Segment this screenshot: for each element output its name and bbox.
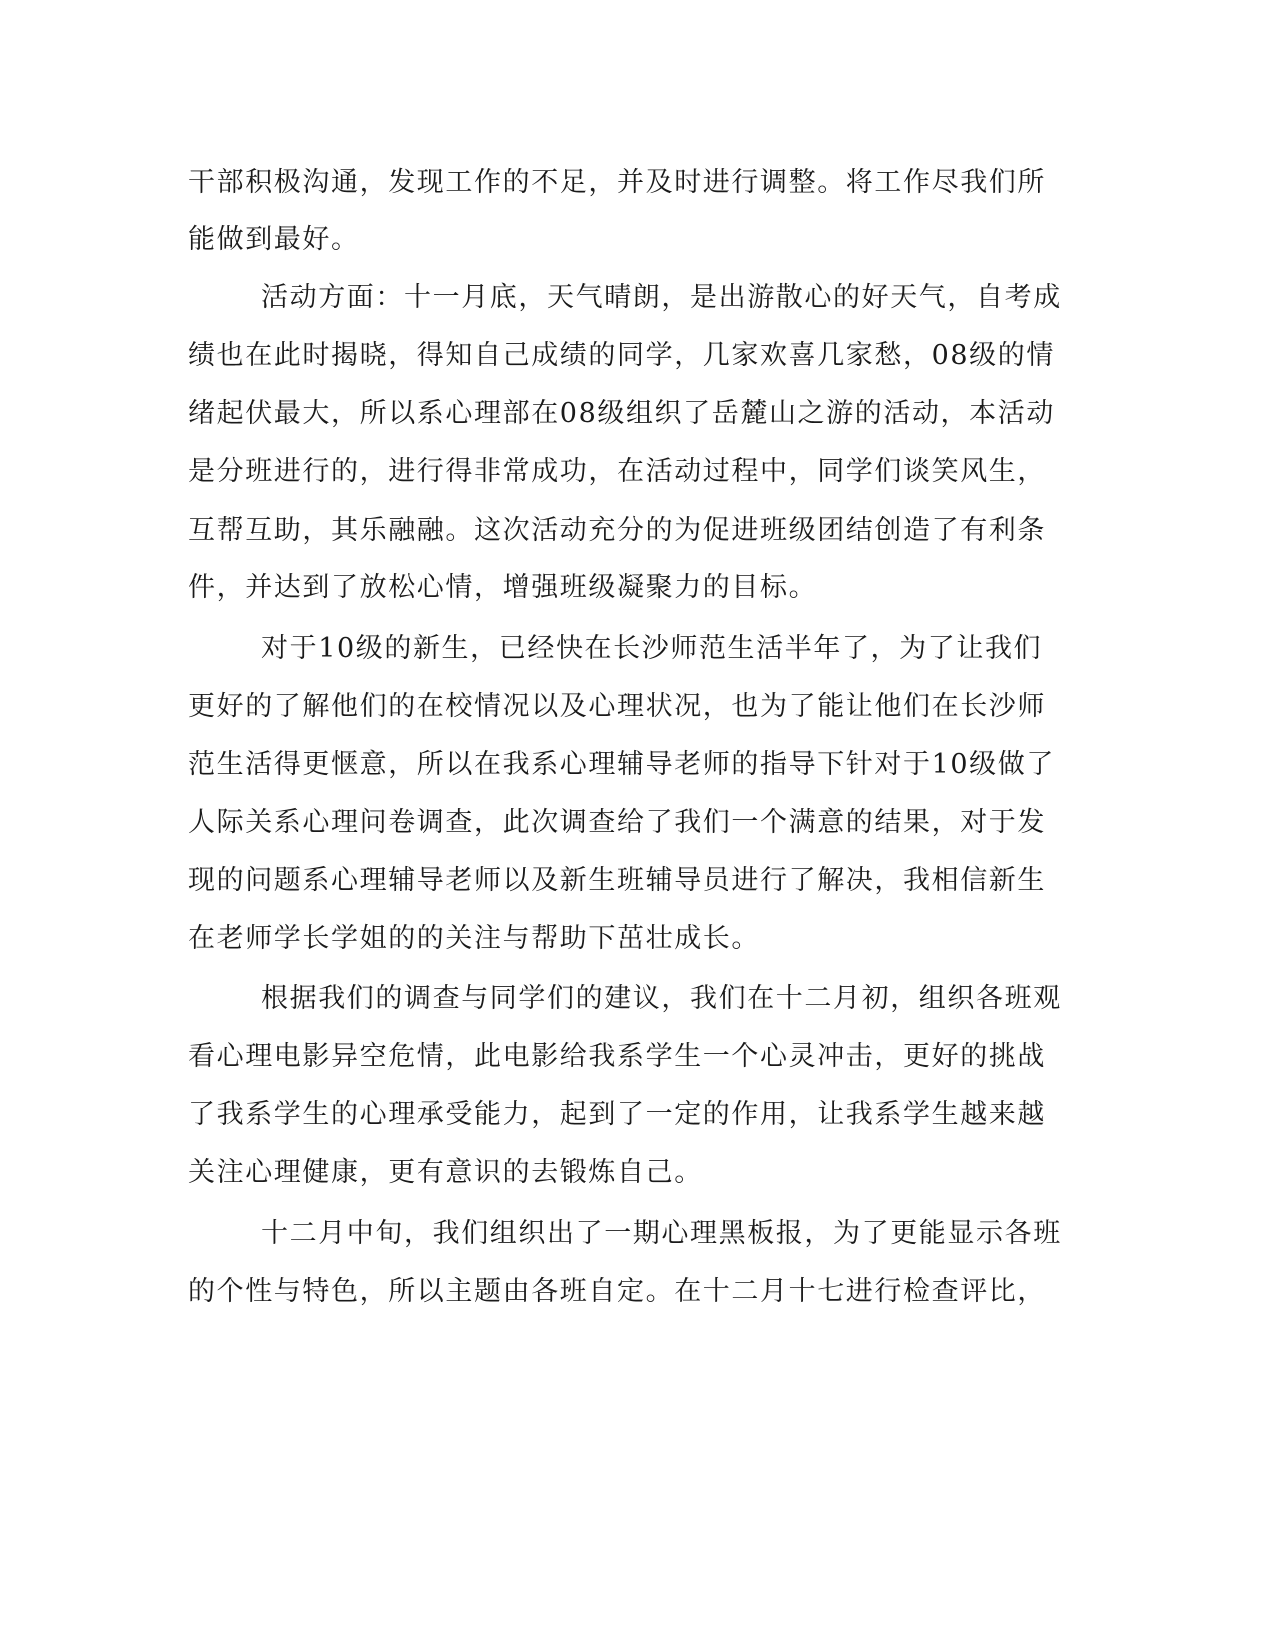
text-line: 互帮互助，其乐融融。这次活动充分的为促进班级团结创造了有利条 <box>188 515 1046 546</box>
text-line: 现的问题系心理辅导老师以及新生班辅导员进行了解决，我相信新生 <box>188 865 1046 896</box>
text-line: 绪起伏最大，所以系心理部在08级组织了岳麓山之游的活动，本活动 <box>188 398 1055 429</box>
text-line: 看心理电影异空危情，此电影给我系学生一个心灵冲击，更好的挑战 <box>188 1041 1046 1072</box>
text-line: 关注心理健康，更有意识的去锻炼自己。 <box>188 1157 703 1188</box>
paragraph-first-line: 活动方面：十一月底，天气晴朗，是出游散心的好天气，自考成 <box>261 282 1062 313</box>
text-line: 人际关系心理问卷调查，此次调查给了我们一个满意的结果，对于发 <box>188 807 1046 838</box>
paragraph-first-line: 十二月中旬，我们组织出了一期心理黑板报，为了更能显示各班 <box>261 1218 1062 1249</box>
paragraph-first-line: 对于10级的新生，已经快在长沙师范生活半年了，为了让我们 <box>261 633 1043 664</box>
text-line: 件，并达到了放松心情，增强班级凝聚力的目标。 <box>188 572 818 603</box>
text-line: 更好的了解他们的在校情况以及心理状况，也为了能让他们在长沙师 <box>188 691 1046 722</box>
text-line: 是分班进行的，进行得非常成功，在活动过程中，同学们谈笑风生， <box>188 456 1046 487</box>
text-line: 了我系学生的心理承受能力，起到了一定的作用，让我系学生越来越 <box>188 1099 1046 1130</box>
text-line: 的个性与特色，所以主题由各班自定。在十二月十七进行检查评比， <box>188 1276 1046 1307</box>
paragraph-first-line: 根据我们的调查与同学们的建议，我们在十二月初，组织各班观 <box>261 983 1062 1014</box>
text-line: 在老师学长学姐的的关注与帮助下茁壮成长。 <box>188 923 760 954</box>
text-line: 绩也在此时揭晓，得知自己成绩的同学，几家欢喜几家愁，08级的情 <box>188 340 1055 371</box>
text-line: 干部积极沟通，发现工作的不足，并及时进行调整。将工作尽我们所 <box>188 167 1046 198</box>
text-line: 能做到最好。 <box>188 224 360 255</box>
text-line: 范生活得更惬意，所以在我系心理辅导老师的指导下针对于10级做了 <box>188 749 1055 780</box>
